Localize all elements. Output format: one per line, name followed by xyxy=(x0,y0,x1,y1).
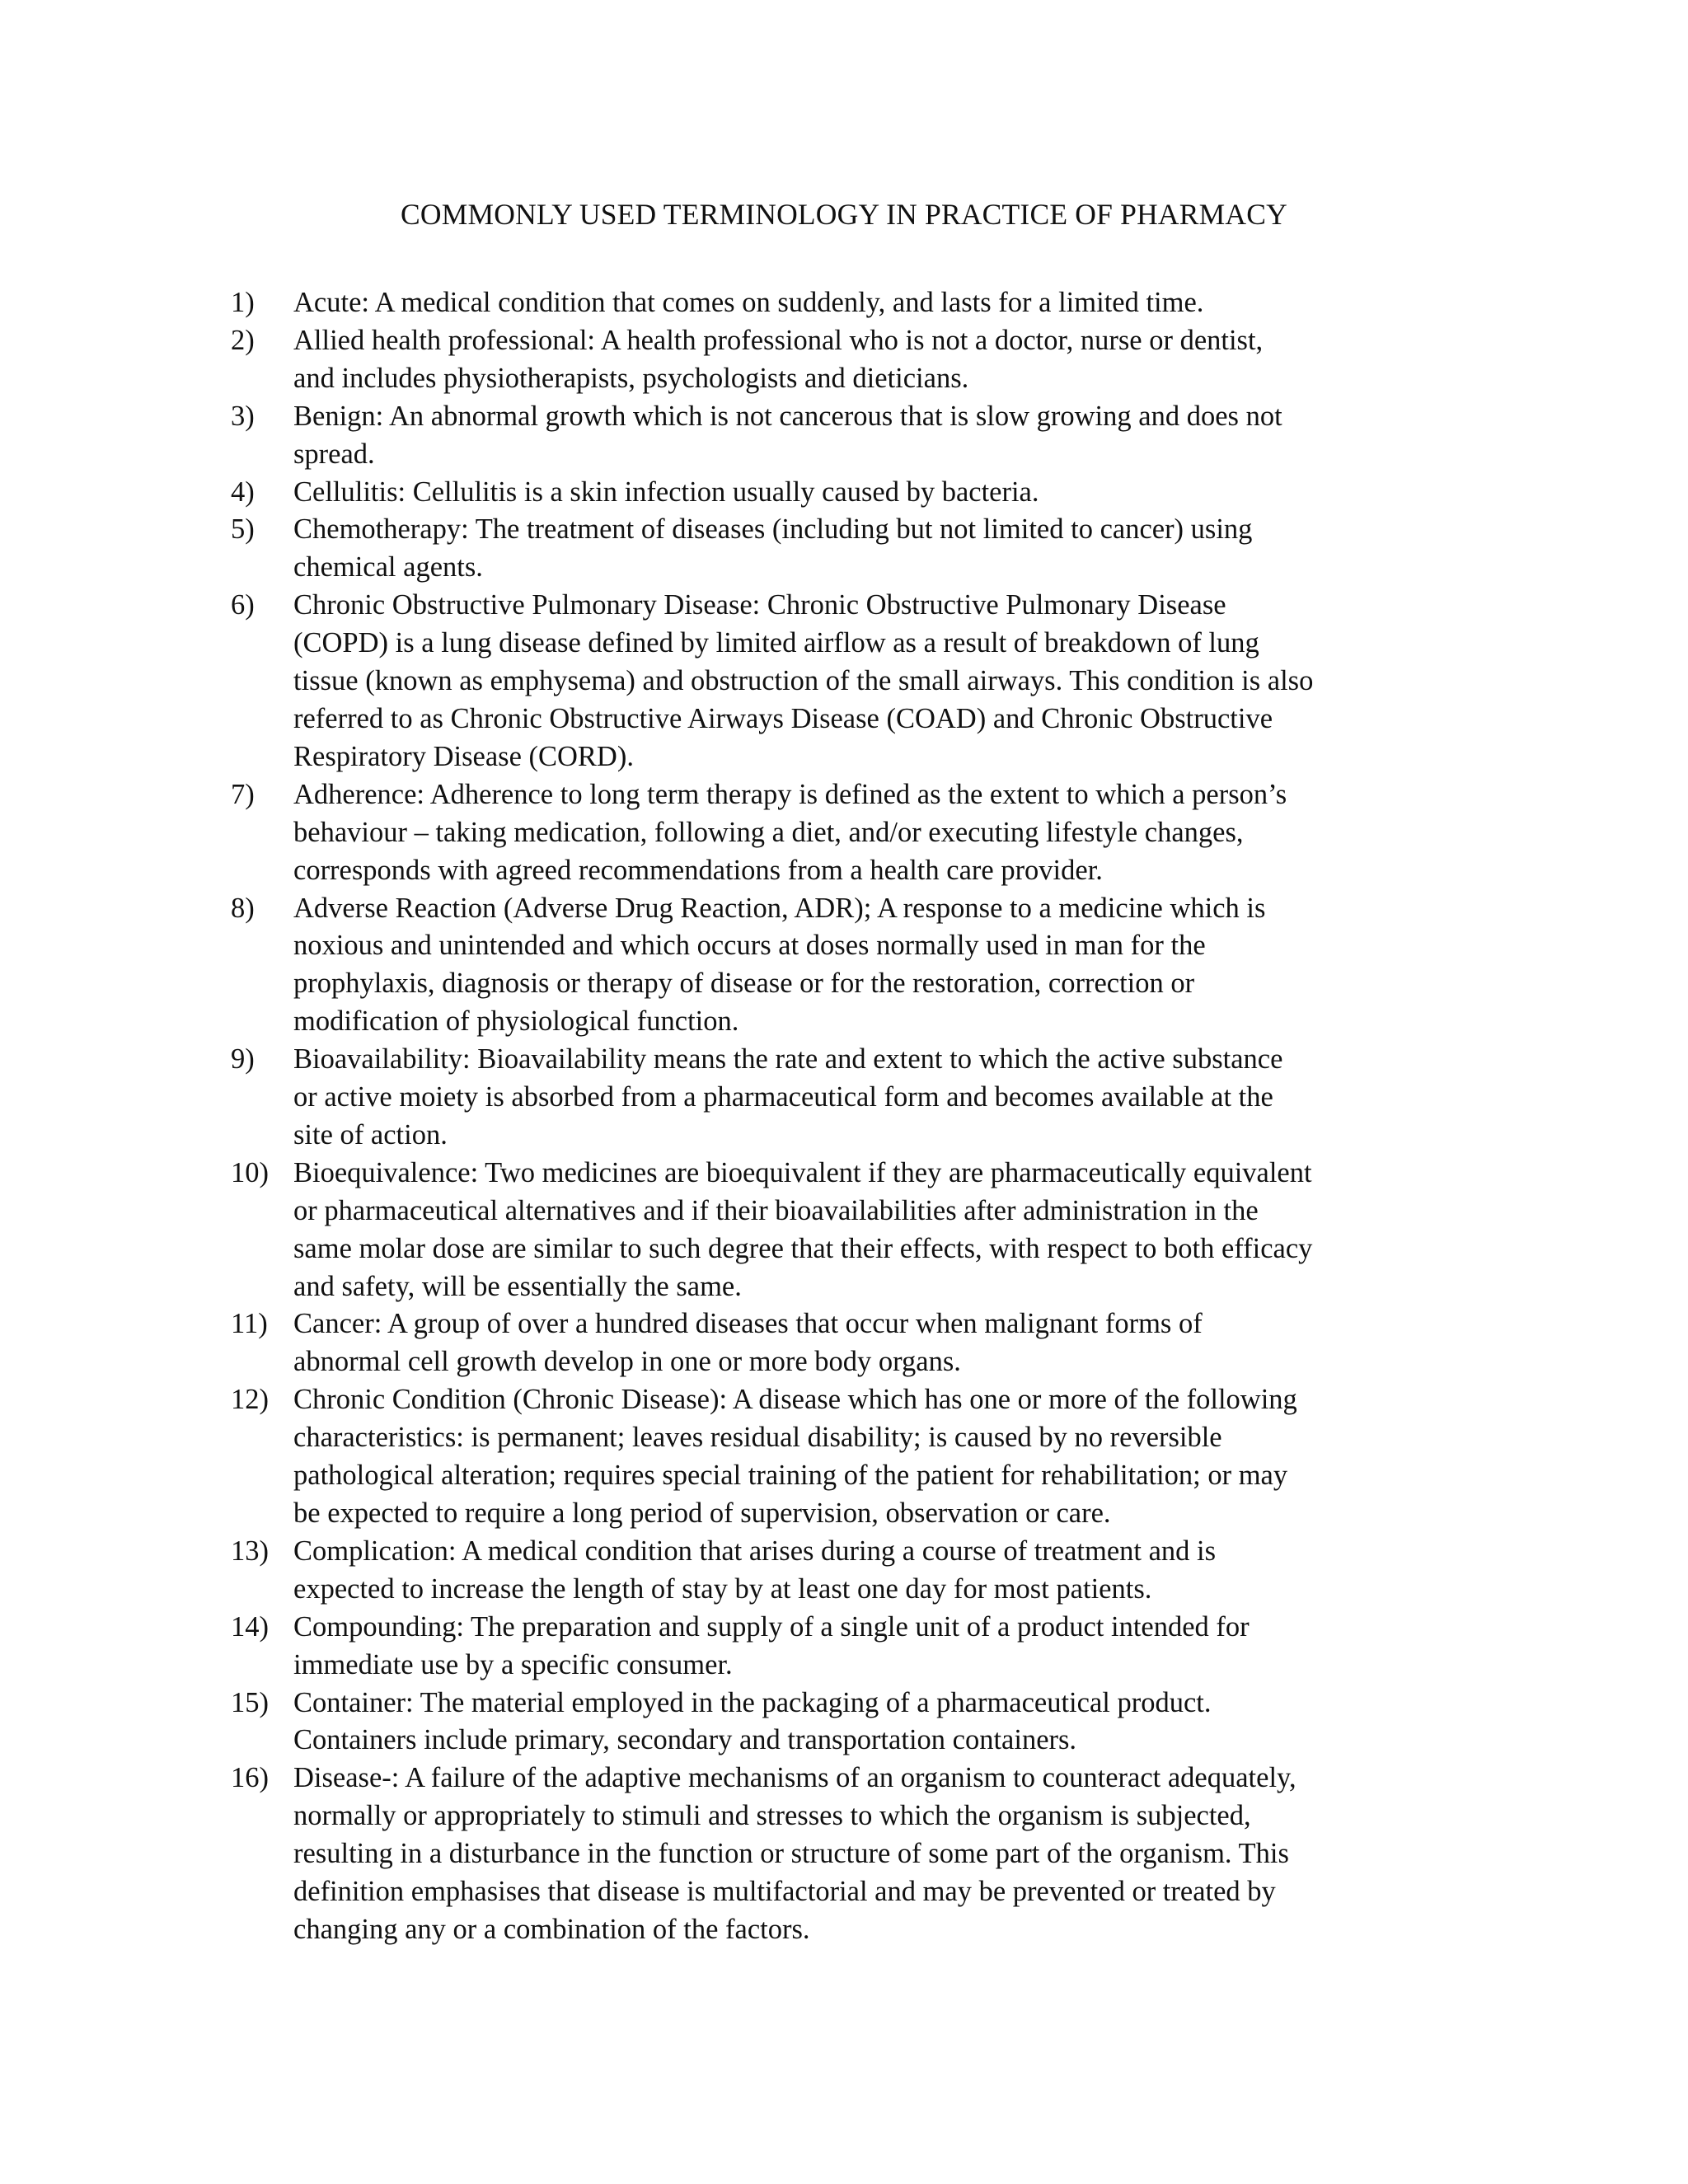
item-text-line: Allied health professional: A health professional who is not a doctor, nurse or dentist, xyxy=(293,324,1264,356)
item-number: 1) xyxy=(231,287,255,318)
list-item xyxy=(231,1305,1484,1381)
list-item xyxy=(231,776,1484,890)
item-text-line: noxious and unintended and which occurs at doses normally used in man for the xyxy=(293,930,1206,962)
item-number: 12) xyxy=(231,1384,269,1416)
item-text-line: referred to as Chronic Obstructive Airways Disease (COAD) and Chronic Obstructive xyxy=(293,702,1273,734)
item-text-line: corresponds with agreed recommendations from a health care provider. xyxy=(293,854,1103,886)
list-item xyxy=(231,322,1484,398)
list-item xyxy=(231,398,1484,474)
item-text-line: same molar dose are similar to such degree that their effects, with respect to both efficacy xyxy=(293,1232,1313,1264)
item-text-line: Bioavailability: Bioavailability means the rate and extent to which the active substance xyxy=(293,1043,1283,1076)
item-text-line: behaviour – taking medication, following a diet, and/or executing lifestyle changes, xyxy=(293,816,1244,848)
item-number: 6) xyxy=(231,589,255,621)
item-number: 8) xyxy=(231,892,255,924)
item-number: 4) xyxy=(231,476,255,508)
item-text-line: Adherence: Adherence to long term therapy is defined as the extent to which a person’s xyxy=(293,778,1287,810)
item-text-line: be expected to require a long period of supervision, observation or care. xyxy=(293,1497,1111,1529)
item-text-line: modification of physiological function. xyxy=(293,1005,739,1038)
list-item xyxy=(231,1685,1484,1760)
item-number: 9) xyxy=(231,1043,255,1076)
item-number: 15) xyxy=(231,1686,269,1718)
item-number: 7) xyxy=(231,778,255,810)
item-text-line: Chemotherapy: The treatment of diseases (including but not limited to cancer) using xyxy=(293,513,1253,546)
list-item xyxy=(231,890,1484,1042)
item-text-line: spread. xyxy=(293,438,375,470)
item-number: 5) xyxy=(231,513,255,546)
list-item xyxy=(231,284,1484,322)
item-text-line: Bioequivalence: Two medicines are bioequivalent if they are pharmaceutically equivalent xyxy=(293,1156,1312,1188)
item-text-line: changing any or a combination of the factors. xyxy=(293,1913,810,1945)
item-number: 10) xyxy=(231,1156,269,1188)
item-number: 3) xyxy=(231,400,255,432)
list-item xyxy=(231,1381,1484,1533)
item-number: 11) xyxy=(231,1308,268,1340)
item-number: 14) xyxy=(231,1610,269,1643)
item-text-line: abnormal cell growth develop in one or more body organs. xyxy=(293,1346,961,1378)
item-text-line: pathological alteration; requires special training of the patient for rehabilitation; or may xyxy=(293,1460,1288,1492)
list-item xyxy=(231,511,1484,587)
item-text-line: Complication: A medical condition that arises during a course of treatment and is xyxy=(293,1535,1217,1567)
item-text-line: site of action. xyxy=(293,1118,448,1151)
terminology-list xyxy=(231,284,1484,1949)
item-text-line: Acute: A medical condition that comes on suddenly, and lasts for a limited time. xyxy=(293,287,1204,318)
item-text-line: Adverse Reaction (Adverse Drug Reaction, ADR); A response to a medicine which is xyxy=(293,892,1266,924)
item-text-line: chemical agents. xyxy=(293,551,483,583)
item-number: 2) xyxy=(231,324,255,356)
item-text-line: and safety, will be essentially the same. xyxy=(293,1270,742,1302)
item-text-line: Respiratory Disease (CORD). xyxy=(293,740,634,772)
item-text-line: immediate use by a specific consumer. xyxy=(293,1648,733,1680)
item-number: 16) xyxy=(231,1762,269,1794)
list-item xyxy=(231,1609,1484,1685)
item-text-line: tissue (known as emphysema) and obstruction of the small airways. This condition is also xyxy=(293,665,1314,697)
list-item xyxy=(231,587,1484,776)
item-text-line: and includes physiotherapists, psychologists and dieticians. xyxy=(293,362,969,394)
item-number: 13) xyxy=(231,1535,269,1567)
list-item xyxy=(231,1155,1484,1306)
document-title: COMMONLY USED TERMINOLOGY IN PRACTICE OF PHARMACY xyxy=(401,198,1287,231)
item-text-line: Cellulitis: Cellulitis is a skin infection usually caused by bacteria. xyxy=(293,476,1039,508)
item-text-line: Benign: An abnormal growth which is not cancerous that is slow growing and does not xyxy=(293,400,1282,432)
list-item xyxy=(231,1760,1484,1949)
item-text-line: definition emphasises that disease is multifactorial and may be prevented or treated by xyxy=(293,1876,1276,1908)
item-text-line: Containers include primary, secondary and transportation containers. xyxy=(293,1724,1077,1756)
item-text-line: resulting in a disturbance in the function or structure of some part of the organism. This xyxy=(293,1838,1289,1870)
item-text-line: (COPD) is a lung disease defined by limited airflow as a result of breakdown of lung xyxy=(293,627,1259,659)
item-text-line: Cancer: A group of over a hundred diseases that occur when malignant forms of xyxy=(293,1308,1203,1340)
item-text-line: Chronic Condition (Chronic Disease): A disease which has one or more of the following xyxy=(293,1384,1297,1416)
list-item xyxy=(231,474,1484,512)
item-text-line: Container: The material employed in the packaging of a pharmaceutical product. xyxy=(293,1686,1212,1718)
item-text-line: prophylaxis, diagnosis or therapy of disease or for the restoration, correction or xyxy=(293,968,1195,1000)
item-text-line: expected to increase the length of stay by at least one day for most patients. xyxy=(293,1572,1152,1605)
item-text-line: characteristics: is permanent; leaves residual disability; is caused by no reversible xyxy=(293,1422,1222,1454)
item-text-line: Chronic Obstructive Pulmonary Disease: Chronic Obstructive Pulmonary Disease xyxy=(293,589,1226,621)
item-text-line: normally or appropriately to stimuli and stresses to which the organism is subjected, xyxy=(293,1800,1251,1832)
item-text-line: or pharmaceutical alternatives and if their bioavailabilities after administration in the xyxy=(293,1194,1259,1226)
list-item xyxy=(231,1533,1484,1609)
item-text-line: Compounding: The preparation and supply of a single unit of a product intended for xyxy=(293,1610,1250,1643)
item-text-line: Disease-: A failure of the adaptive mechanisms of an organism to counteract adequately, xyxy=(293,1762,1296,1794)
item-text-line: or active moiety is absorbed from a pharmaceutical form and becomes available at the xyxy=(293,1081,1273,1113)
list-item xyxy=(231,1041,1484,1155)
